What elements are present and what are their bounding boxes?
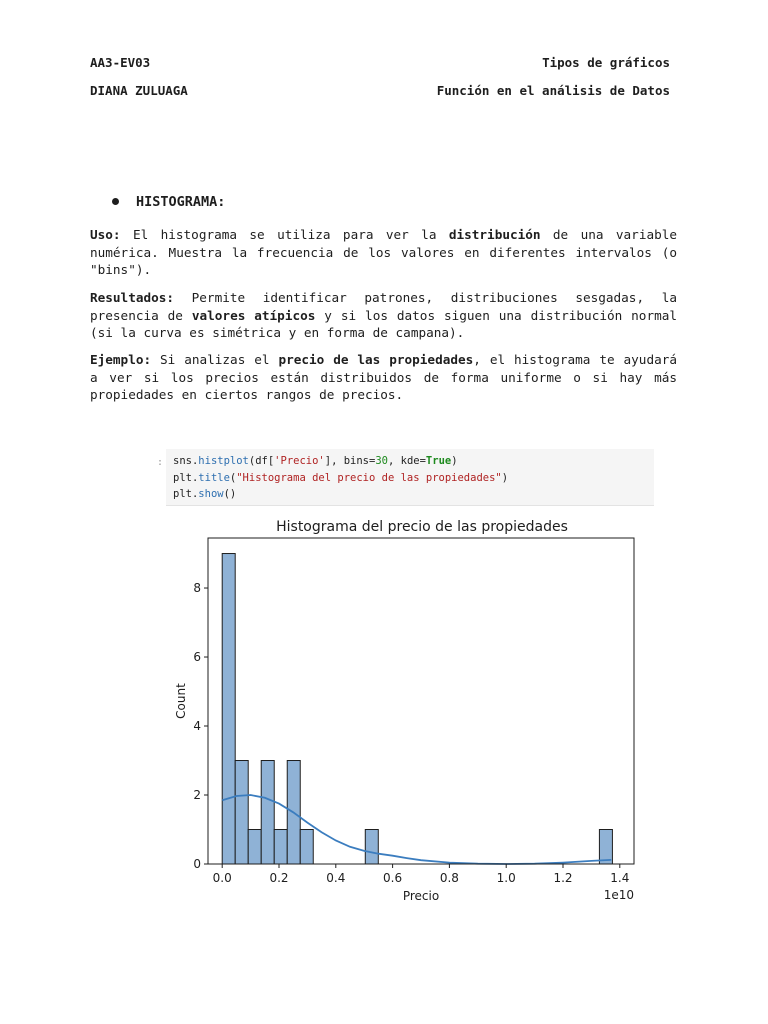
code-token: , kde= [387,455,426,467]
paragraph-ejemplo [90,351,677,404]
histogram-bar [274,830,287,864]
x-tick-label: 1.2 [553,871,573,885]
code-token: () [223,488,237,500]
resultados-label: Resultados: [90,290,175,305]
y-tick-label: 2 [193,788,201,803]
bars-group [222,554,612,864]
code-token: show [198,488,224,500]
code-token: plt. [173,471,199,484]
paragraph-resultados [90,289,677,342]
histogram-bar [248,830,261,864]
code-line-1 [173,455,458,467]
y-tick-label: 8 [193,581,201,596]
x-tick-label: 1.4 [610,871,630,885]
code-token: "Histograma del precio de las propiedades" [236,471,502,484]
chart-title: Histograma del precio de las propiedades [276,519,568,535]
code-token: histplot [198,455,249,467]
header-subtitle: Función en el análisis de Datos [436,83,670,98]
y-tick-label: 4 [193,719,201,734]
uso-text-1: El histograma se utiliza para ver la [120,227,449,242]
resultados-text-2: y si los datos siguen una distribución normal (si la curva es simétrica y en forma de campana). [90,307,677,340]
code-token: 30 [375,455,388,467]
code-token: ) [451,455,458,467]
y-tick-label: 0 [193,857,201,871]
x-tick-label: 0.6 [383,871,403,885]
ejemplo-text-2: , el histograma te ayudará a ver si los precios están distribuidos de forma uniforme o si hay más propiedades en ciertos rangos de precios. [90,352,677,402]
y-axis-label: Count [174,683,188,719]
uso-text-2: de una variable numérica. Muestra la frecuencia de los valores en diferentes intervalos (o "bins"). [90,227,678,277]
x-offset-label: 1e10 [603,888,634,902]
code-token: ) [501,471,509,484]
header-subject: Tipos de gráficos [542,55,670,70]
resultados-text-1: Permite identificar patrones, distribuciones sesgadas, la presencia de [90,290,677,323]
code-token: ( [229,471,237,484]
code-token: title [198,471,230,484]
section-title-text: HISTOGRAMA: [136,194,226,210]
x-axis-label: Precio [402,889,440,903]
histogram-bar [261,761,274,864]
ejemplo-label: Ejemplo: [90,352,152,367]
header-code: AA3-EV03 [90,55,151,70]
histogram-bar [300,830,313,864]
y-tick-label: 6 [193,650,201,665]
uso-label: Uso: [90,227,121,242]
code-token: sns. [173,455,199,467]
paragraph-uso [90,226,677,279]
histogram-bar [599,830,612,864]
uso-bold-1: distribución [448,227,541,242]
x-tick-label: 0.2 [269,871,289,885]
x-tick-label: 0.4 [326,871,346,885]
x-tick-label: 0.0 [212,871,232,885]
code-token: (df[ [248,455,275,467]
histogram-chart [165,512,645,912]
code-cell [157,449,654,506]
x-ticks [213,864,630,885]
code-token: 'Precio' [274,455,325,467]
ejemplo-bold-1: precio de las propiedades [278,352,474,367]
y-ticks [193,581,208,871]
x-tick-label: 0.8 [439,871,459,885]
code-prompt: : [157,457,164,468]
histogram-bar [235,761,248,864]
code-line-2 [173,472,508,484]
code-token: plt. [173,488,199,500]
ejemplo-text-1: Si analizas el [151,352,279,367]
resultados-bold-1: valores atípicos [191,307,316,323]
histogram-bar [365,830,378,864]
code-block [166,449,654,503]
code-line-3 [173,488,236,500]
bullet-icon [112,198,119,205]
code-token: ], bins= [324,455,376,467]
x-tick-label: 1.0 [496,871,516,885]
header-author: DIANA ZULUAGA [90,83,188,98]
code-token: True [425,455,452,467]
histogram-bar [222,554,235,864]
